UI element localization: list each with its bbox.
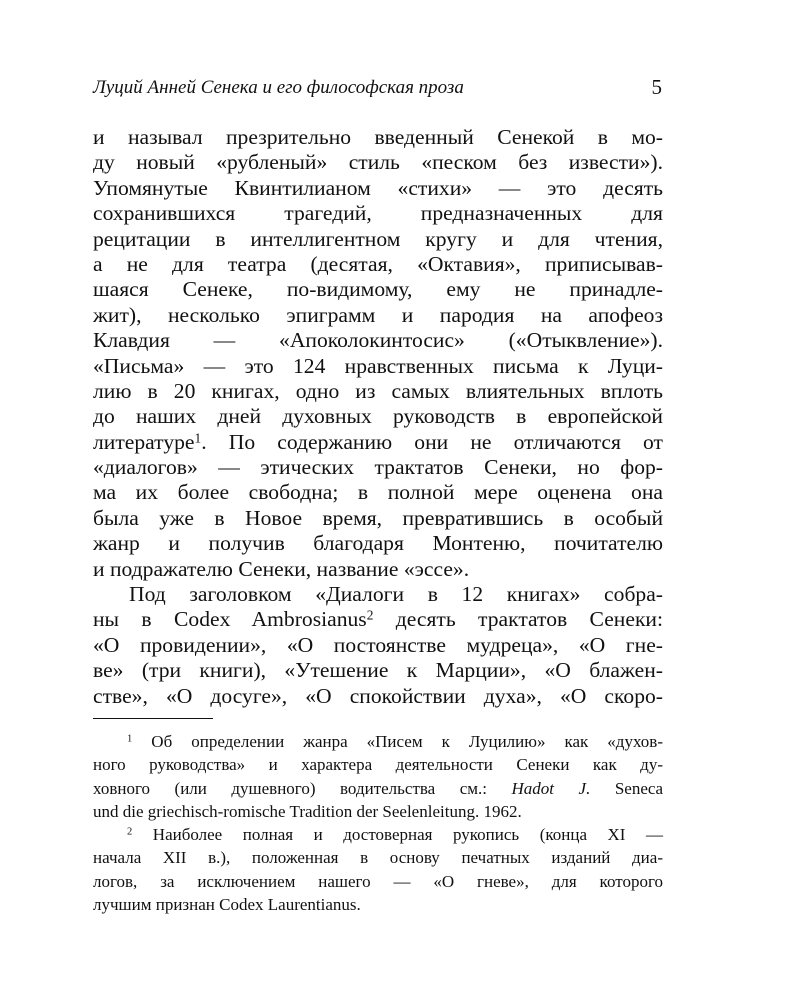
text-segment: ны в Codex Ambrosianus bbox=[93, 607, 367, 632]
footnote-1-line: und die griechisch-romische Tradition der Seelenleitung. 1962. bbox=[93, 801, 522, 821]
text-segment: десять трактатов Сенеки: bbox=[373, 607, 663, 632]
running-head: Луций Анней Сенека и его философская проза bbox=[93, 77, 464, 98]
footnote-text: ховного (или душевного) водительства см.: bbox=[93, 778, 512, 798]
footnote-ref-1: 1 bbox=[194, 430, 202, 445]
text-line: была уже в Новое время, превратившись в особый bbox=[93, 505, 663, 530]
footnote-text: Об определении жанра «Писем к Луцилию» как «духов- bbox=[151, 732, 663, 751]
text-line: Под заголовком «Диалоги в 12 книгах» собра- bbox=[129, 582, 663, 607]
text-line: ду новый «рубленый» стиль «песком без извести»). bbox=[93, 150, 663, 175]
footnote-1-line bbox=[93, 730, 663, 753]
text-segment: . По содержанию они не отличаются от bbox=[201, 429, 663, 454]
footnote-1-line bbox=[93, 777, 663, 800]
footnote-text: Seneca bbox=[590, 778, 663, 798]
text-line-with-footnote-ref bbox=[93, 607, 663, 632]
footnote-text: Наиболее полная и достоверная рукопись (конца XI — bbox=[152, 825, 663, 845]
text-line: «Письма» — это 124 нравственных письма к Луци- bbox=[93, 353, 663, 378]
text-line: а не для театра (десятая, «Октавия», приписывав- bbox=[93, 251, 663, 276]
text-line: стве», «О досуге», «О спокойствии духа», «О скоро- bbox=[93, 683, 663, 708]
footnote-2-line bbox=[93, 823, 663, 846]
text-segment: литературе bbox=[93, 429, 195, 454]
footnote-marker-1: 1 bbox=[127, 733, 133, 745]
text-line: рецитации в интеллигентном кругу и для чтения, bbox=[93, 226, 663, 251]
text-line: ма их более свободна; в полной мере оценена она bbox=[93, 480, 663, 505]
text-line: «О провидении», «О постоянстве мудреца», «О гне- bbox=[93, 632, 663, 657]
text-line: и подражателю Сенеки, название «эссе». bbox=[93, 556, 470, 581]
footnote-2-line: логов, за исключением нашего — «О гневе», для которого bbox=[93, 871, 663, 891]
text-line: лию в 20 книгах, одно из самых влиятельных вплоть bbox=[93, 378, 663, 403]
text-line: шаяся Сенеке, по-видимому, ему не принадле- bbox=[93, 277, 663, 302]
text-line: и называл презрительно введенный Сенекой в мо- bbox=[93, 125, 663, 149]
footnote-2-line: лучшим признан Codex Laurentianus. bbox=[93, 895, 361, 915]
author-reference: Hadot J. bbox=[511, 778, 591, 798]
footnote-divider bbox=[93, 718, 213, 719]
text-line: ве» (три книги), «Утешение к Марции», «О блажен- bbox=[93, 658, 663, 683]
page-number: 5 bbox=[651, 75, 662, 99]
text-line: Клавдия — «Апоколокинтосис» («Отыквление»). bbox=[93, 328, 663, 353]
text-line: «диалогов» — этических трактатов Сенеки, но фор- bbox=[93, 455, 663, 480]
text-line-with-footnote-ref bbox=[93, 430, 663, 455]
text-line: жит), несколько эпиграмм и пародия на апофеоз bbox=[93, 302, 663, 327]
text-line: жанр и получив благодаря Монтеню, почитателю bbox=[93, 531, 663, 556]
main-text bbox=[93, 125, 663, 709]
text-line: до наших дней духовных руководств в европейской bbox=[93, 404, 663, 429]
footnote-2-line: начала XII в.), положенная в основу печатных изданий диа- bbox=[93, 848, 663, 868]
footnote-ref-2: 2 bbox=[366, 607, 374, 623]
footnotes bbox=[93, 730, 663, 916]
text-line: сохранившихся трагедий, предназначенных для bbox=[93, 201, 663, 226]
footnote-1-line: ного руководства» и характера деятельности Сенеки как ду- bbox=[93, 755, 663, 775]
footnote-marker-2: 2 bbox=[127, 826, 133, 838]
text-line: Упомянутые Квинтилианом «стихи» — это десять bbox=[93, 175, 663, 200]
